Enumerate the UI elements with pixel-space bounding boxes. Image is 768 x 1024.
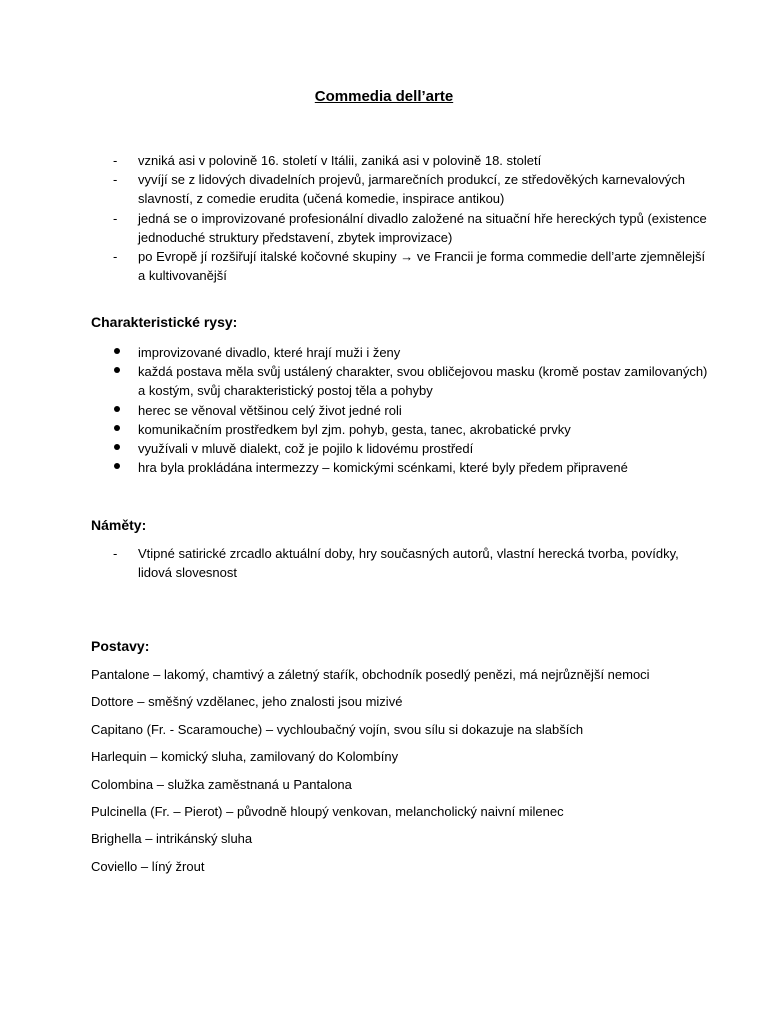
character-line: Pulcinella (Fr. – Pierot) – původně hloupý venkovan, melancholický naivní milenec <box>91 803 564 819</box>
character-line: Harlequin – komický sluha, zamilovaný do Kolombíny <box>91 749 399 765</box>
list-item <box>113 401 713 420</box>
list-item <box>113 209 713 247</box>
character-line: Dottore – směšný vzdělanec, jeho znalosti jsou mizivé <box>91 694 403 710</box>
list-item <box>113 151 713 170</box>
bullet-icon <box>113 439 119 458</box>
bullet-icon <box>113 343 119 362</box>
list-item-text: komunikačním prostředkem byl zjm. pohyb, gesta, tanec, akrobatické prvky <box>138 421 571 437</box>
list-item <box>113 362 713 400</box>
list-item-text: improvizované divadlo, které hrají muži i ženy <box>138 345 401 360</box>
list-item-text: každá postava měla svůj ustálený charakter, svou obličejovou masku (kromě postav zamilovaných) a kostým, svůj charakteristický postoj těla a pohyby <box>138 364 708 399</box>
list-item <box>113 544 713 582</box>
bullet-icon <box>113 420 119 439</box>
character-line: Colombina – služka zaměstnaná u Pantalona <box>91 776 352 792</box>
traits-heading: Charakteristické rysy: <box>91 314 238 330</box>
list-item-text: vyvíjí se z lidových divadelních projevů, jarmarečních produkcí, ze středověkých karnevalových slavností, z comedie erudita (učená komedie, inspirace antikou) <box>138 172 685 207</box>
list-item <box>113 170 713 208</box>
document-title: Commedia dell’arte <box>314 88 454 105</box>
list-item-text: herec se věnoval většinou celý život jedné roli <box>138 402 402 418</box>
character-line: Pantalone – lakomý, chamtivý a záletný staŕík, obchodník posedlý penězi, má nejrůznější nemoci <box>91 667 650 682</box>
character-line: Capitano (Fr. - Scaramouche) – vychloubačný vojín, svou sílu si dokazuje na slabších <box>91 721 584 737</box>
list-item <box>113 439 713 458</box>
list-item-text: využívali v mluvě dialekt, což je pojilo k lidovému prostředí <box>138 441 474 457</box>
list-item-text: Vtipné satirické zrcadlo aktuální doby, hry současných autorů, vlastní herecká tvorba, povídky, lidová slovesnost <box>138 546 679 581</box>
bullet-icon <box>113 362 119 381</box>
dash-marker: - <box>113 210 118 226</box>
list-item <box>113 343 713 362</box>
topics-list <box>113 544 713 582</box>
list-item-text: po Evropě jí rozšiřují italské kočovné skupiny → ve Francii je forma commedie dell’arte zjemnělejší a kultivovanější <box>138 249 706 284</box>
dash-marker: - <box>113 153 118 168</box>
list-item-text: jedná se o improvizované profesionální divadlo založené na situační hře hereckých typů (existence jednoduché struktury představení, zbytek improvizace) <box>138 210 707 245</box>
dash-marker: - <box>113 249 118 265</box>
list-item <box>113 247 713 285</box>
character-line: Brighella – intrikánský sluha <box>91 831 253 847</box>
characters-heading: Postavy: <box>91 638 150 654</box>
intro-list <box>113 151 713 285</box>
list-item-text: hra byla prokládána intermezzy – komickými scénkami, které byly předem připravené <box>138 460 628 476</box>
traits-list <box>113 343 713 477</box>
list-item <box>113 420 713 439</box>
bullet-icon <box>113 458 119 477</box>
list-item <box>113 458 713 477</box>
list-item-text: vzniká asi v polovině 16. století v Itálii, zaniká asi v polovině 18. století <box>138 153 542 168</box>
characters-list <box>91 666 731 885</box>
dash-marker: - <box>113 546 118 561</box>
dash-marker: - <box>113 172 118 188</box>
bullet-icon <box>113 401 119 420</box>
topics-heading: Náměty: <box>91 517 147 533</box>
character-line: Coviello – líný žrout <box>91 858 205 874</box>
